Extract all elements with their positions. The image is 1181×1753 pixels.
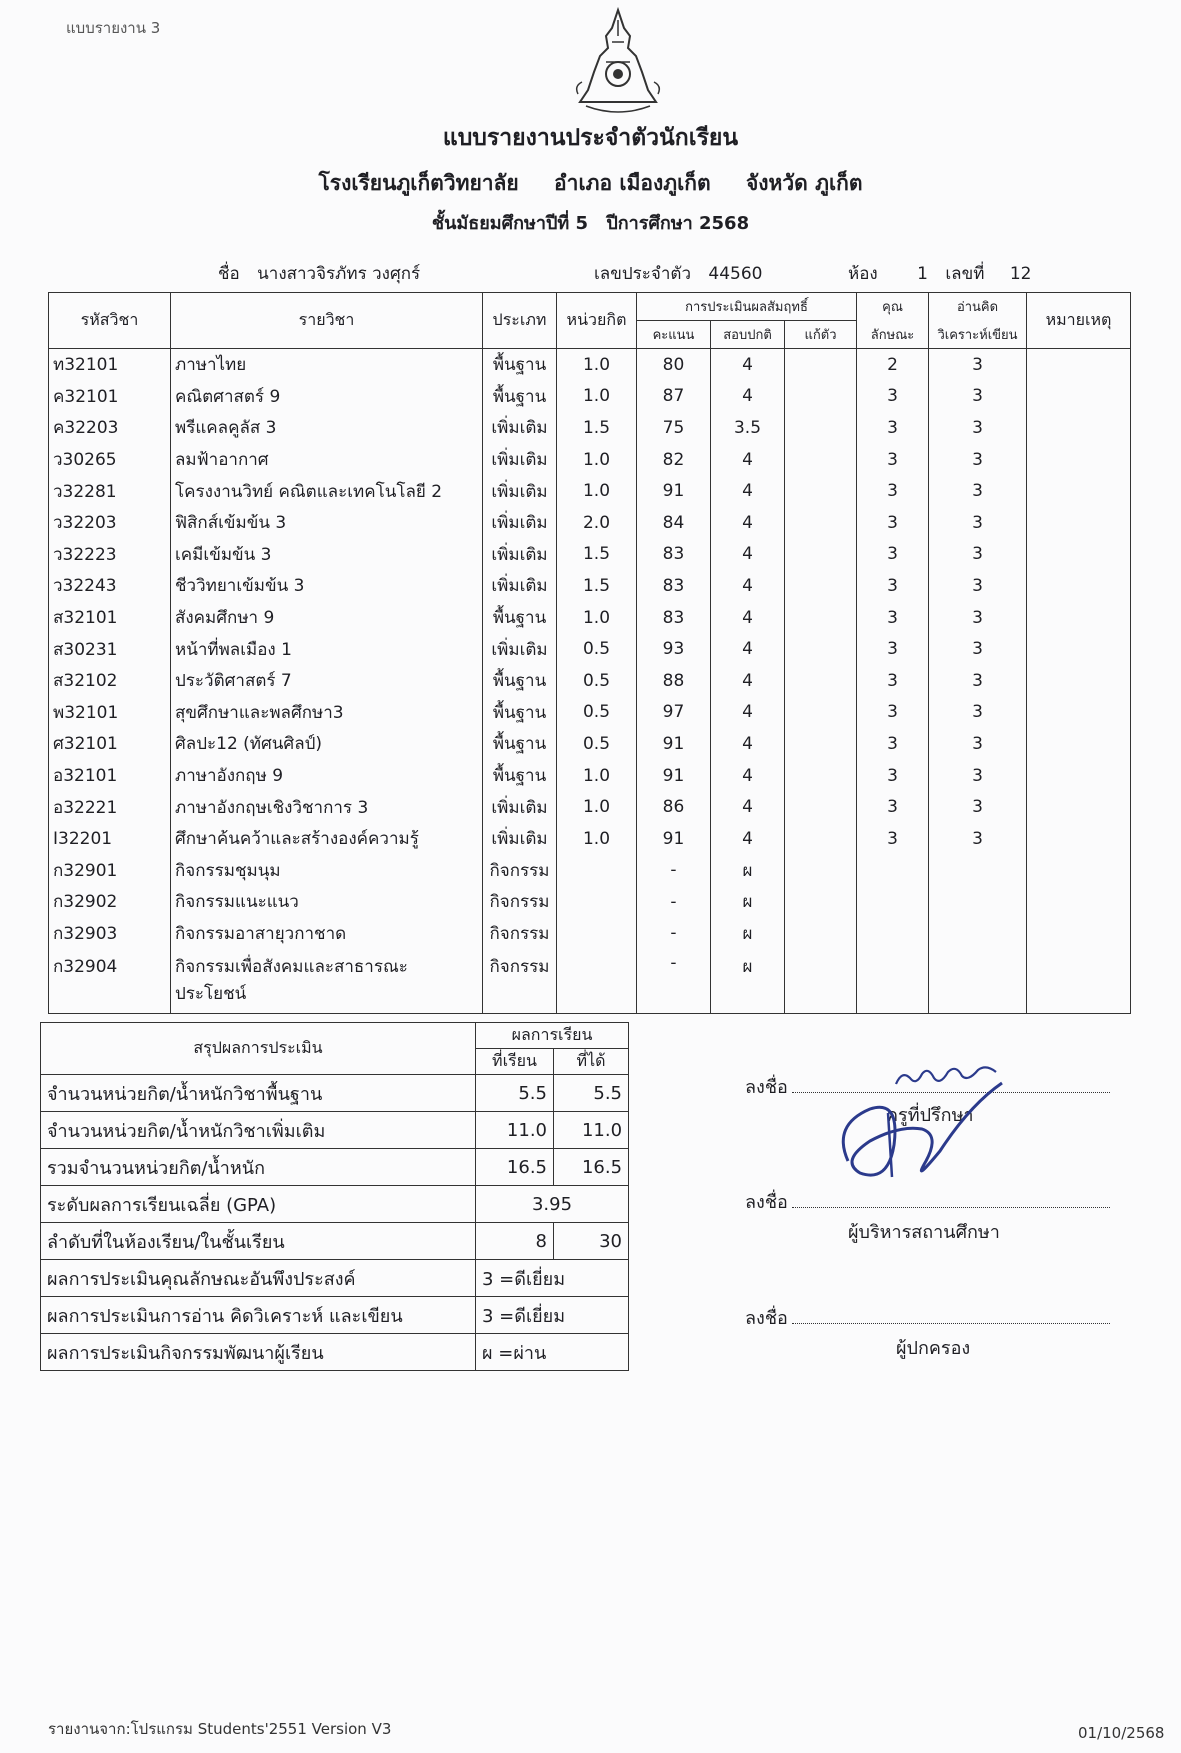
gpa-label: ระดับผลการเรียนเฉลี่ย (GPA): [41, 1186, 476, 1223]
col-credits: หน่วยกิต: [557, 293, 637, 349]
table-row: [49, 475, 1131, 507]
course-type: เพิ่มเติม: [483, 633, 557, 665]
course-rtw: 3: [929, 570, 1027, 602]
course-code: ว30265: [49, 444, 171, 476]
sign-label: ลงชื่อ: [745, 1077, 788, 1098]
table-row: [49, 349, 1131, 381]
table-row: [49, 728, 1131, 760]
character-label: ผลการประเมินคุณลักษณะอันพึงประสงค์: [41, 1260, 476, 1297]
advisor-role: ครูที่ปรึกษา: [886, 1105, 974, 1126]
course-score: 91: [637, 728, 711, 760]
course-type: พื้นฐาน: [483, 602, 557, 634]
course-score: 83: [637, 602, 711, 634]
sign-line-parent: [745, 1303, 1110, 1332]
course-character: 3: [857, 570, 929, 602]
table-row: [49, 791, 1131, 823]
course-type: เพิ่มเติม: [483, 475, 557, 507]
table-row: [49, 823, 1131, 855]
course-grade: 4: [711, 570, 785, 602]
course-name: ลมฟ้าอากาศ: [171, 444, 483, 476]
course-credit: 1.5: [557, 570, 637, 602]
course-grade: 4: [711, 728, 785, 760]
course-score: 91: [637, 475, 711, 507]
room-label: ห้อง: [848, 264, 878, 284]
course-rtw: 3: [929, 539, 1027, 571]
course-rtw: 3: [929, 633, 1027, 665]
total-earned: 16.5: [554, 1149, 629, 1186]
table-row: [49, 855, 1131, 887]
total-label: รวมจำนวนหน่วยกิต/น้ำหนัก: [41, 1149, 476, 1186]
course-rtw: 3: [929, 728, 1027, 760]
col-remedial: แก้ตัว: [785, 321, 857, 349]
course-remedial: [785, 886, 857, 918]
course-remark: [1027, 507, 1131, 539]
district: อำเภอ เมืองภูเก็ต: [554, 171, 711, 195]
sign-label: ลงชื่อ: [745, 1308, 788, 1329]
course-type: พื้นฐาน: [483, 349, 557, 381]
table-row: [49, 381, 1131, 413]
col-enrolled: ที่เรียน: [476, 1049, 554, 1075]
grade-line: [0, 208, 1181, 237]
course-type: กิจกรรม: [483, 918, 557, 950]
course-code: ก32901: [49, 855, 171, 887]
table-row: [49, 444, 1131, 476]
course-rtw: 3: [929, 475, 1027, 507]
table-row: [49, 949, 1131, 1014]
course-grade: ผ: [711, 918, 785, 950]
course-rtw: 3: [929, 602, 1027, 634]
course-credit: [557, 949, 637, 1014]
course-code: ค32101: [49, 381, 171, 413]
table-row: [49, 539, 1131, 571]
course-type: พื้นฐาน: [483, 728, 557, 760]
course-remark: [1027, 760, 1131, 792]
course-remark: [1027, 349, 1131, 381]
director-role: ผู้บริหารสถานศึกษา: [848, 1222, 1000, 1243]
course-score: 75: [637, 412, 711, 444]
footer-source: รายงานจาก:โปรแกรม Students'2551 Version V3: [48, 1720, 392, 1738]
col-subject: รายวิชา: [171, 293, 483, 349]
course-credit: 1.0: [557, 791, 637, 823]
course-credit: [557, 918, 637, 950]
extra-label: จำนวนหน่วยกิต/น้ำหนักวิชาเพิ่มเติม: [41, 1112, 476, 1149]
course-remark: [1027, 855, 1131, 887]
school-name: โรงเรียนภูเก็ตวิทยาลัย: [318, 171, 519, 195]
course-grade: 4: [711, 602, 785, 634]
course-name: ภาษาไทย: [171, 349, 483, 381]
parent-role: ผู้ปกครอง: [896, 1338, 971, 1359]
course-name: คณิตศาสตร์ 9: [171, 381, 483, 413]
rtw-label: ผลการประเมินการอ่าน คิดวิเคราะห์ และเขียน: [41, 1297, 476, 1334]
course-remark: [1027, 381, 1131, 413]
course-remedial: [785, 602, 857, 634]
course-code: I32201: [49, 823, 171, 855]
course-rtw: 3: [929, 697, 1027, 729]
summary-row-activity: [41, 1334, 629, 1371]
course-character: 3: [857, 791, 929, 823]
course-type: เพิ่มเติม: [483, 444, 557, 476]
course-type: เพิ่มเติม: [483, 539, 557, 571]
course-grade: 4: [711, 633, 785, 665]
course-code: ว32203: [49, 507, 171, 539]
course-credit: 2.0: [557, 507, 637, 539]
course-credit: 1.0: [557, 381, 637, 413]
course-code: ก32903: [49, 918, 171, 950]
course-remark: [1027, 918, 1131, 950]
course-name: ศิลปะ12 (ทัศนศิลป์): [171, 728, 483, 760]
student-id: 44560: [708, 264, 763, 284]
course-remark: [1027, 823, 1131, 855]
col-score: คะแนน: [637, 321, 711, 349]
course-rtw: 3: [929, 349, 1027, 381]
course-remedial: [785, 507, 857, 539]
course-code: ก32902: [49, 886, 171, 918]
rtw-result: 3 =ดีเยี่ยม: [476, 1297, 629, 1334]
course-grade: 3.5: [711, 412, 785, 444]
course-code: ส30231: [49, 633, 171, 665]
course-code: พ32101: [49, 697, 171, 729]
course-remark: [1027, 539, 1131, 571]
course-remedial: [785, 918, 857, 950]
course-name: กิจกรรมแนะแนว: [171, 886, 483, 918]
course-type: กิจกรรม: [483, 855, 557, 887]
course-score: 97: [637, 697, 711, 729]
course-remedial: [785, 855, 857, 887]
col-rtw-top: อ่านคิด: [929, 293, 1027, 321]
course-character: 3: [857, 728, 929, 760]
course-type: กิจกรรม: [483, 886, 557, 918]
course-type: กิจกรรม: [483, 949, 557, 1014]
course-score: 88: [637, 665, 711, 697]
course-character: [857, 855, 929, 887]
course-name: ชีววิทยาเข้มข้น 3: [171, 570, 483, 602]
course-credit: 1.0: [557, 823, 637, 855]
course-credit: 1.0: [557, 760, 637, 792]
course-remark: [1027, 570, 1131, 602]
course-credit: 1.0: [557, 602, 637, 634]
col-character-top: คุณ: [857, 293, 929, 321]
report-title: แบบรายงานประจำตัวนักเรียน: [442, 125, 739, 151]
col-rtw-bottom: วิเคราะห์เขียน: [929, 321, 1027, 349]
course-code: อ32101: [49, 760, 171, 792]
course-grade: 4: [711, 444, 785, 476]
course-credit: 0.5: [557, 633, 637, 665]
activity-result: ผ =ผ่าน: [476, 1334, 629, 1371]
basic-earned: 5.5: [554, 1075, 629, 1112]
course-character: 3: [857, 507, 929, 539]
number-value: 12: [1009, 264, 1032, 284]
course-character: 2: [857, 349, 929, 381]
form-code: แบบรายงาน 3: [66, 19, 161, 37]
table-row: [49, 918, 1131, 950]
course-score: -: [637, 886, 711, 918]
course-character: [857, 918, 929, 950]
course-character: [857, 886, 929, 918]
course-type: พื้นฐาน: [483, 760, 557, 792]
table-row: [49, 570, 1131, 602]
course-remedial: [785, 949, 857, 1014]
summary-title: สรุปผลการประเมิน: [41, 1023, 476, 1075]
course-credit: 1.5: [557, 412, 637, 444]
result-header: ผลการเรียน: [476, 1023, 629, 1049]
course-type: เพิ่มเติม: [483, 507, 557, 539]
course-code: ว32223: [49, 539, 171, 571]
extra-enrolled: 11.0: [476, 1112, 554, 1149]
course-remedial: [785, 823, 857, 855]
course-remedial: [785, 412, 857, 444]
course-score: 93: [637, 633, 711, 665]
table-row: [49, 633, 1131, 665]
rank-label: ลำดับที่ในห้องเรียน/ในชั้นเรียน: [41, 1223, 476, 1260]
room-value: 1: [917, 264, 928, 284]
course-score: 91: [637, 760, 711, 792]
course-type: เพิ่มเติม: [483, 791, 557, 823]
course-remedial: [785, 381, 857, 413]
course-remedial: [785, 444, 857, 476]
course-grade: 4: [711, 507, 785, 539]
course-character: 3: [857, 539, 929, 571]
student-name: นางสาวจิรภัทร วงศุกร์: [257, 264, 421, 284]
course-credit: 1.0: [557, 444, 637, 476]
course-name: ภาษาอังกฤษเชิงวิชาการ 3: [171, 791, 483, 823]
course-score: -: [637, 918, 711, 950]
course-name: กิจกรรมเพื่อสังคมและสาธารณะประโยชน์: [171, 949, 483, 1014]
course-grade: 4: [711, 791, 785, 823]
course-rtw: 3: [929, 381, 1027, 413]
course-grade: ผ: [711, 886, 785, 918]
course-remedial: [785, 570, 857, 602]
course-remedial: [785, 633, 857, 665]
course-code: ส32102: [49, 665, 171, 697]
director-signature-icon: [830, 1065, 1010, 1205]
course-name: ภาษาอังกฤษ 9: [171, 760, 483, 792]
course-type: พื้นฐาน: [483, 381, 557, 413]
course-score: 80: [637, 349, 711, 381]
basic-label: จำนวนหน่วยกิต/น้ำหนักวิชาพื้นฐาน: [41, 1075, 476, 1112]
course-name: สังคมศึกษา 9: [171, 602, 483, 634]
course-grade: 4: [711, 349, 785, 381]
course-rtw: [929, 949, 1027, 1014]
course-code: อ32221: [49, 791, 171, 823]
course-name: พรีแคลคูลัส 3: [171, 412, 483, 444]
course-type: เพิ่มเติม: [483, 823, 557, 855]
course-remark: [1027, 475, 1131, 507]
course-credit: [557, 855, 637, 887]
course-code: ว32281: [49, 475, 171, 507]
table-row: [49, 760, 1131, 792]
course-credit: [557, 886, 637, 918]
course-grade: ผ: [711, 949, 785, 1014]
course-credit: 0.5: [557, 665, 637, 697]
course-remedial: [785, 728, 857, 760]
grades-table: [48, 292, 1131, 1014]
col-character-bottom: ลักษณะ: [857, 321, 929, 349]
activity-label: ผลการประเมินกิจกรรมพัฒนาผู้เรียน: [41, 1334, 476, 1371]
course-name: กิจกรรมชุมนุม: [171, 855, 483, 887]
course-score: -: [637, 949, 711, 1014]
table-row: [49, 886, 1131, 918]
name-label: ชื่อ: [218, 264, 240, 284]
course-name: กิจกรรมอาสายุวกาชาด: [171, 918, 483, 950]
course-remark: [1027, 633, 1131, 665]
table-row: [49, 602, 1131, 634]
extra-earned: 11.0: [554, 1112, 629, 1149]
course-character: 3: [857, 475, 929, 507]
col-assessment: การประเมินผลสัมฤทธิ์: [637, 293, 857, 321]
course-code: ก32904: [49, 949, 171, 1014]
course-remedial: [785, 349, 857, 381]
col-code: รหัสวิชา: [49, 293, 171, 349]
footer-date: 01/10/2568: [1078, 1724, 1165, 1742]
course-remark: [1027, 412, 1131, 444]
course-score: 91: [637, 823, 711, 855]
rank-class: 30: [554, 1223, 629, 1260]
total-enrolled: 16.5: [476, 1149, 554, 1186]
course-character: 3: [857, 412, 929, 444]
basic-enrolled: 5.5: [476, 1075, 554, 1112]
id-label: เลขประจำตัว: [594, 264, 691, 284]
course-name: ฟิสิกส์เข้มข้น 3: [171, 507, 483, 539]
table-row: [49, 507, 1131, 539]
course-rtw: 3: [929, 412, 1027, 444]
course-grade: 4: [711, 665, 785, 697]
course-rtw: 3: [929, 665, 1027, 697]
course-remedial: [785, 791, 857, 823]
course-rtw: [929, 886, 1027, 918]
course-name: โครงงานวิทย์ คณิตและเทคโนโลยี 2: [171, 475, 483, 507]
student-name-field: [218, 260, 420, 287]
course-remedial: [785, 665, 857, 697]
course-remark: [1027, 728, 1131, 760]
course-remedial: [785, 760, 857, 792]
course-character: [857, 949, 929, 1014]
course-character: 3: [857, 823, 929, 855]
course-code: ว32243: [49, 570, 171, 602]
student-id-field: [594, 260, 763, 287]
summary-row-basic: [41, 1075, 629, 1112]
course-remark: [1027, 602, 1131, 634]
table-row: [49, 665, 1131, 697]
course-remark: [1027, 444, 1131, 476]
course-character: 3: [857, 444, 929, 476]
course-name: เคมีเข้มข้น 3: [171, 539, 483, 571]
summary-row-gpa: [41, 1186, 629, 1223]
course-character: 3: [857, 665, 929, 697]
course-score: 83: [637, 539, 711, 571]
col-grade: สอบปกติ: [711, 321, 785, 349]
academic-year: ปีการศึกษา 2568: [606, 213, 750, 234]
school-line: [0, 167, 1181, 200]
course-code: ค32203: [49, 412, 171, 444]
course-credit: 0.5: [557, 697, 637, 729]
course-grade: ผ: [711, 855, 785, 887]
course-credit: 1.0: [557, 349, 637, 381]
course-rtw: 3: [929, 507, 1027, 539]
rank-room: 8: [476, 1223, 554, 1260]
course-remedial: [785, 475, 857, 507]
course-credit: 1.0: [557, 475, 637, 507]
course-rtw: 3: [929, 791, 1027, 823]
table-row: [49, 412, 1131, 444]
course-score: 84: [637, 507, 711, 539]
course-remedial: [785, 539, 857, 571]
course-type: เพิ่มเติม: [483, 412, 557, 444]
room-field: [848, 260, 1031, 287]
course-character: 3: [857, 697, 929, 729]
course-credit: 1.5: [557, 539, 637, 571]
course-name: หน้าที่พลเมือง 1: [171, 633, 483, 665]
course-rtw: [929, 918, 1027, 950]
course-score: 82: [637, 444, 711, 476]
course-name: ประวัติศาสตร์ 7: [171, 665, 483, 697]
summary-row-total: [41, 1149, 629, 1186]
course-character: 3: [857, 760, 929, 792]
course-score: 83: [637, 570, 711, 602]
course-grade: 4: [711, 823, 785, 855]
course-rtw: 3: [929, 760, 1027, 792]
course-code: ศ32101: [49, 728, 171, 760]
course-type: เพิ่มเติม: [483, 570, 557, 602]
col-remark: หมายเหตุ: [1027, 293, 1131, 349]
course-code: ท32101: [49, 349, 171, 381]
sign-label: ลงชื่อ: [745, 1192, 788, 1213]
summary-row-character: [41, 1260, 629, 1297]
table-row: [49, 697, 1131, 729]
course-name: สุขศึกษาและพลศึกษา3: [171, 697, 483, 729]
course-score: -: [637, 855, 711, 887]
summary-row-rank: [41, 1223, 629, 1260]
course-remark: [1027, 665, 1131, 697]
course-type: พื้นฐาน: [483, 665, 557, 697]
summary-row-rtw: [41, 1297, 629, 1334]
gpa-value: 3.95: [476, 1186, 629, 1223]
course-rtw: [929, 855, 1027, 887]
course-grade: 4: [711, 381, 785, 413]
course-grade: 4: [711, 475, 785, 507]
course-rtw: 3: [929, 823, 1027, 855]
course-grade: 4: [711, 760, 785, 792]
course-type: พื้นฐาน: [483, 697, 557, 729]
course-remark: [1027, 886, 1131, 918]
grade-level: ชั้นมัธยมศึกษาปีที่ 5: [431, 213, 589, 234]
course-grade: 4: [711, 697, 785, 729]
course-credit: 0.5: [557, 728, 637, 760]
course-remark: [1027, 949, 1131, 1014]
school-emblem-icon: [572, 6, 664, 118]
signature-dots: [792, 1309, 1110, 1324]
course-character: 3: [857, 602, 929, 634]
course-remedial: [785, 697, 857, 729]
course-score: 86: [637, 791, 711, 823]
course-score: 87: [637, 381, 711, 413]
course-name: ศึกษาค้นคว้าและสร้างองค์ความรู้: [171, 823, 483, 855]
number-label: เลขที่: [945, 264, 985, 284]
course-character: 3: [857, 633, 929, 665]
character-result: 3 =ดีเยี่ยม: [476, 1260, 629, 1297]
col-type: ประเภท: [483, 293, 557, 349]
course-remark: [1027, 697, 1131, 729]
summary-table: [40, 1022, 629, 1371]
course-grade: 4: [711, 539, 785, 571]
course-remark: [1027, 791, 1131, 823]
province: จังหวัด ภูเก็ต: [745, 171, 863, 195]
course-character: 3: [857, 381, 929, 413]
course-rtw: 3: [929, 444, 1027, 476]
summary-row-extra: [41, 1112, 629, 1149]
col-earned: ที่ได้: [554, 1049, 629, 1075]
course-code: ส32101: [49, 602, 171, 634]
